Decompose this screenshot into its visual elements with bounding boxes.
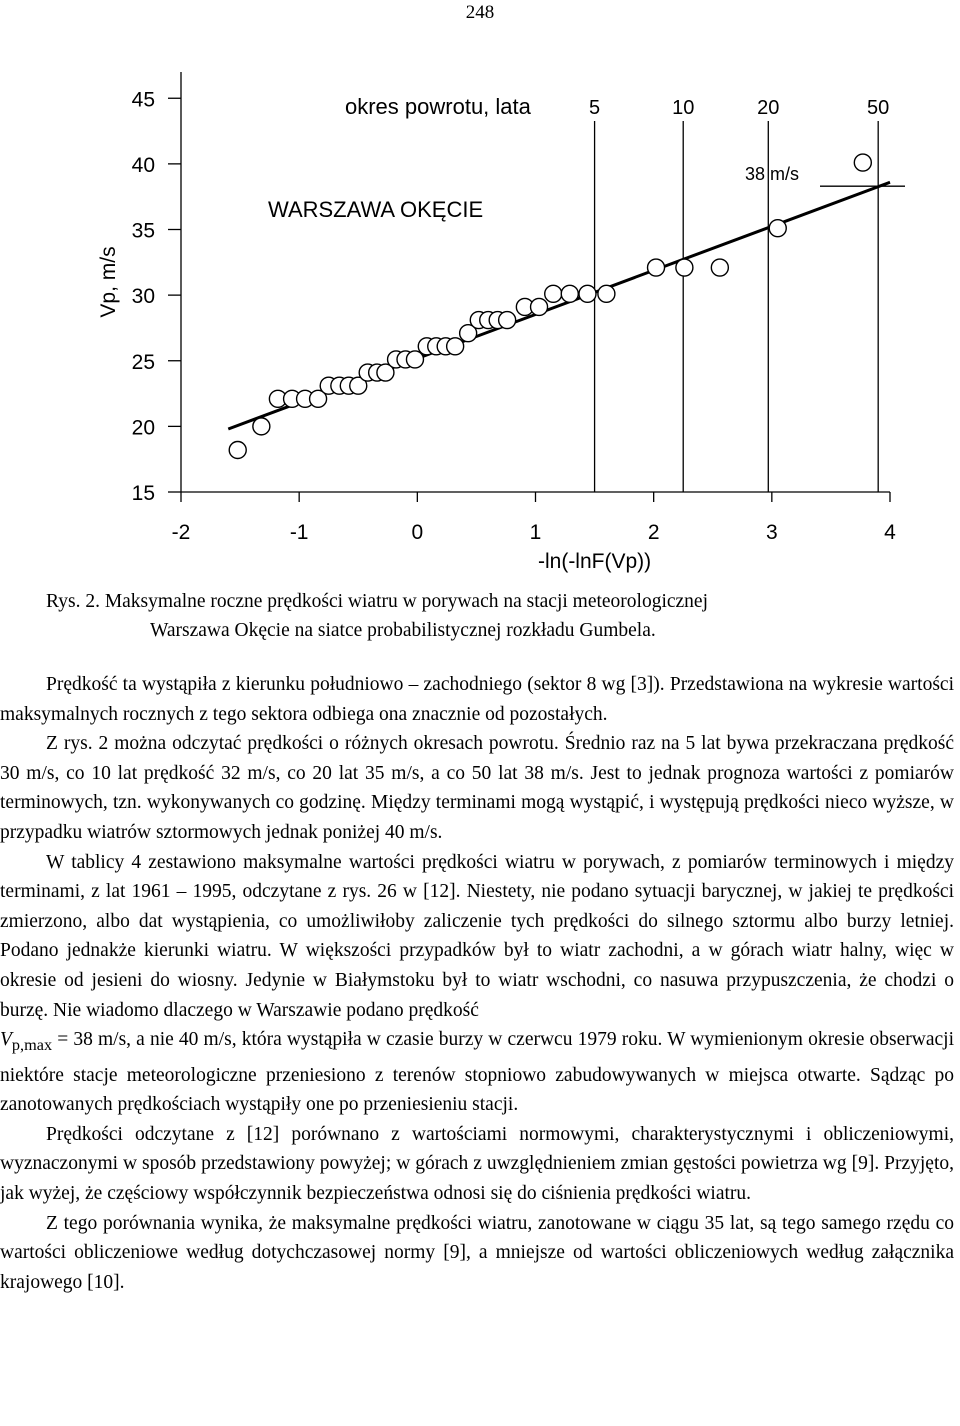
- chart-title: WARSZAWA OKĘCIE: [268, 197, 484, 222]
- return-period-label: 50: [867, 97, 890, 119]
- x-tick-label: 0: [411, 521, 424, 544]
- y-tick-label: 40: [131, 153, 155, 177]
- paragraph-4-text: = 38 m/s, a nie 40 m/s, która wystąpiła w czasie burzy w czerwcu 1979 roku. W wymienionym okresie obserwacji niektóre stacje meteorologiczne przeniesiono z terenów stopniowo zabudowywanych w miejsca otwarte. Sądząc po zanotowanych prędkościach wystąpiły one po przeniesieniu stacji.: [0, 1029, 955, 1116]
- y-tick-label: 20: [131, 416, 155, 440]
- data-point: [648, 259, 665, 276]
- paragraph-1: Prędkość ta wystąpiła z kierunku południowo – zachodniego (sektor 8 wg [3]). Przedstawiona na wykresie wartości maksymalnych rocznych z tego sektora odbiega ona znacznie od pozostałych.: [0, 674, 954, 725]
- x-tick-label: 3: [765, 521, 778, 544]
- data-point: [545, 285, 562, 302]
- data-point: [447, 338, 464, 355]
- y-tick-label: 25: [131, 350, 155, 374]
- y-tick-label: 30: [131, 285, 155, 309]
- x-tick-label: 4: [884, 521, 896, 544]
- data-point: [711, 259, 728, 276]
- paragraph-5: Prędkości odczytane z [12] porównano z wartościami normowymi, charakterystycznymi i obliczeniowymi, wyznaczonymi w sposób przedstawiony powyżej; w górach z uwzględnieniem zmian gęstości powietrza wg [9]. Przyjęto, jak wyżej, że częściowy współczynnik bezpieczeństwa odnosi się do ciśnienia prędkości wiatru.: [0, 1123, 954, 1204]
- paragraph-4: [0, 1025, 954, 1120]
- figure-caption: [46, 587, 926, 645]
- y-tick-label: 35: [131, 219, 155, 243]
- data-point: [229, 442, 246, 459]
- top-axis-label: okres powrotu, lata: [345, 94, 531, 119]
- x-axis-label: -ln(-lnF(Vp)): [537, 550, 652, 573]
- data-point: [598, 285, 615, 302]
- x-tick-label: -2: [171, 521, 191, 544]
- data-point: [769, 220, 786, 237]
- caption-line-2: Warszawa Okęcie na siatce probabilistycznej rozkładu Gumbela.: [150, 620, 656, 641]
- y-tick-label: 45: [131, 88, 155, 112]
- data-point: [854, 154, 871, 171]
- paragraph-6: Z tego porównania wynika, że maksymalne prędkości wiatru, zanotowane w ciągu 35 lat, są tego samego rzędu co wartości obliczeniowe według dotychczasowej normy [9], a mniejsze od wartości obliczeniowych według załącznika krajowego [10].: [0, 1212, 954, 1293]
- page-number: 248: [465, 2, 495, 23]
- symbol-base: V: [0, 1029, 12, 1051]
- data-point: [253, 418, 270, 435]
- data-point: [561, 285, 578, 302]
- data-point: [531, 298, 548, 315]
- gumbel-chart: [0, 60, 960, 580]
- paragraph-2: Z rys. 2 można odczytać prędkości o różnych okresach powrotu. Średnio raz na 5 lat bywa przekraczana prędkość 30 m/s, co 10 lat prędkość 32 m/s, co 20 lat 35 m/s, a co 50 lat 38 m/s. Jest to jednak prognoza wartości z pomiarów terminowych, tzn. wykonywanych co godzinę. Między terminami mogą wystąpić, i występują prędkości nieco wyższe, w przypadku wiatrów sztormowych jednak poniżej 40 m/s.: [0, 733, 954, 843]
- paragraph-3: W tablicy 4 zestawiono maksymalne wartości prędkości wiatru w porywach, z pomiarów terminowych i między terminami, z lat 1961 – 1995, odczytane z rys. 26 w [12]. Niestety, nie podano sytuacji barycznej, w jakiej te prędkości zmierzono, albo dat wystąpienia, co umożliwiłoby zaliczenie tych prędkości do silnego sztormu albo burzy letniej. Podano jednakże kierunki wiatru. W większości przypadków był to wiatr zachodni, a w górach wiatr halny, więc w okresie od jesieni do wiosny. Jedynie w Białymstoku był to wiatr wschodni, co nasuwa przypuszczenia, że chodzi o burzę. Nie wiadomo dlaczego w Warszawie podano prędkość: [0, 851, 954, 1021]
- y-tick-label: 15: [131, 482, 155, 505]
- data-point: [579, 285, 596, 302]
- caption-line-1: Rys. 2. Maksymalne roczne prędkości wiatru w porywach na stacji meteorologicznej: [46, 591, 709, 612]
- annotation-label: 38 m/s: [745, 164, 800, 185]
- return-period-label: 5: [589, 97, 601, 119]
- data-point: [499, 312, 516, 329]
- data-point: [406, 351, 423, 368]
- x-tick-label: -1: [289, 521, 309, 544]
- symbol-sub: p,max: [11, 1036, 53, 1055]
- data-point: [676, 259, 693, 276]
- x-tick-label: 1: [529, 521, 542, 544]
- body-text: [0, 670, 954, 1297]
- chart-axes: [168, 72, 905, 502]
- y-axis-label: Vp, m/s: [97, 246, 120, 318]
- chart-labels: [97, 88, 896, 573]
- return-period-label: 20: [757, 97, 780, 119]
- return-period-label: 10: [672, 97, 695, 119]
- x-tick-label: 2: [647, 521, 660, 544]
